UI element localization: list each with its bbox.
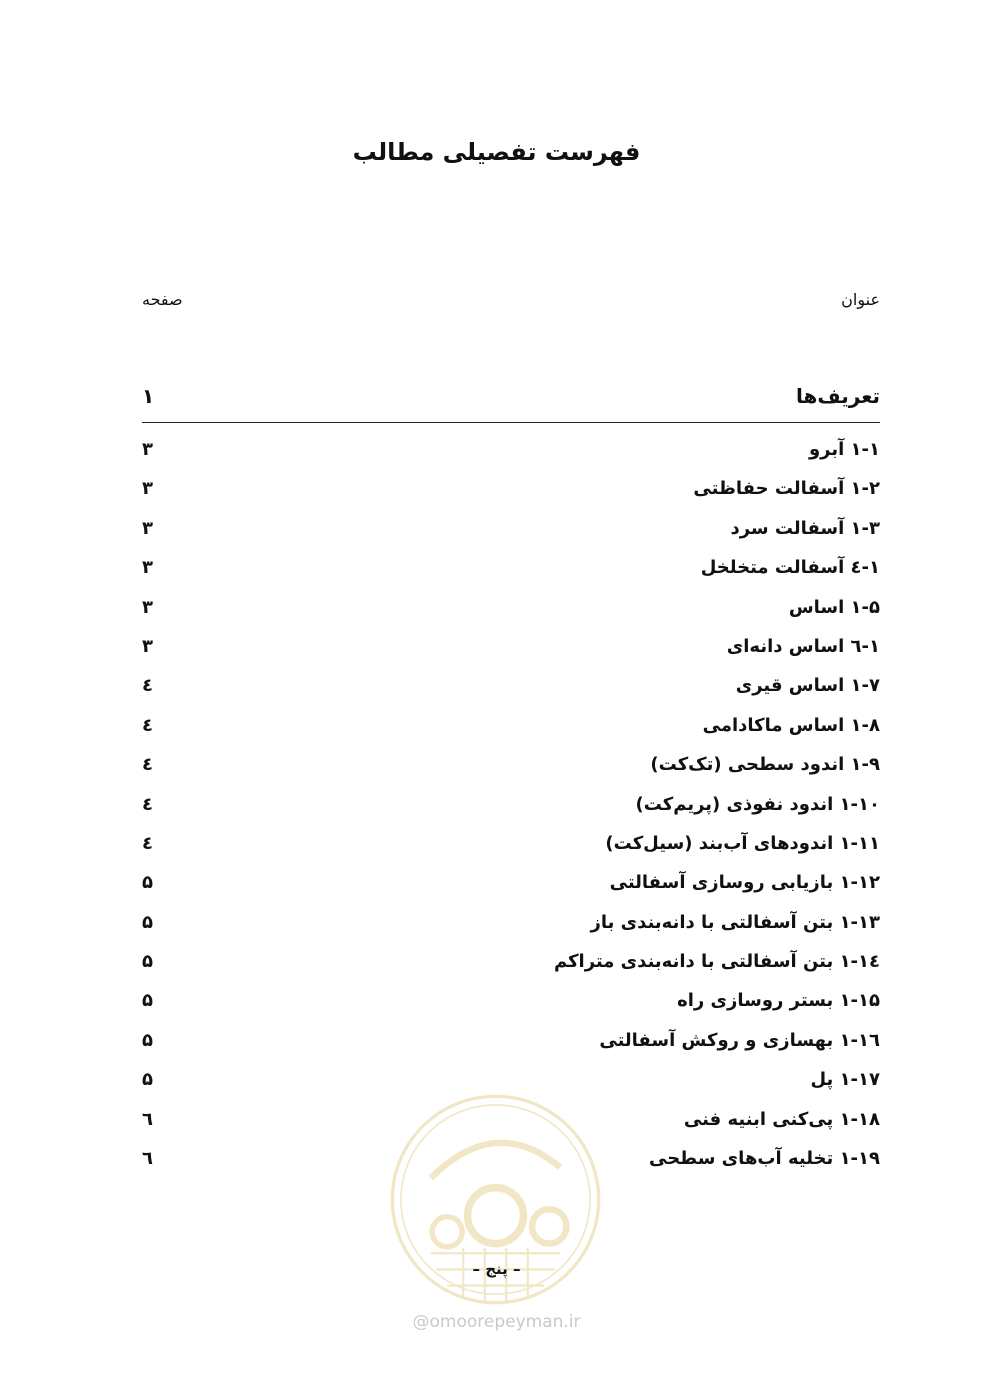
toc-entry-page: ۱ (142, 384, 155, 408)
toc-entry-page: ۵ (142, 872, 153, 894)
toc-entry-page: ٦ (142, 1108, 153, 1130)
toc-row (142, 943, 880, 982)
toc-entry-page: ۵ (142, 911, 153, 933)
page-title: فهرست تفصیلی مطالب (352, 138, 641, 166)
toc-entry-title: ۱-۱۷ پل (810, 1069, 880, 1091)
toc-entry-page: ۳ (142, 596, 153, 618)
toc-row (142, 589, 880, 628)
toc-entry-page: ٤ (142, 793, 153, 815)
toc-row (142, 786, 880, 825)
toc-entry-page: ۳ (142, 439, 153, 460)
toc-entry-page: ۳ (142, 557, 153, 579)
watermark-text: @omoorepeyman.ir (412, 1312, 581, 1332)
toc-row (142, 904, 880, 943)
toc-entry-title: ۱-۱٦ بهسازی و روکش آسفالتی (599, 1029, 880, 1051)
toc-entry-page: ٤ (142, 754, 153, 776)
toc-entry-title: ۱-٤ آسفالت متخلخل (700, 557, 880, 579)
toc-entry-title: ۱-۱۱ اندودهای آب‌بند (سیل‌کت) (605, 832, 880, 854)
toc-entry-page: ۵ (142, 1029, 153, 1051)
toc-entry-title: ۱-۱ آبرو (808, 439, 880, 460)
toc-entry-title: ۱-۸ اساس ماکادامی (702, 714, 880, 736)
toc-entry-title: ۱-۱۵ بستر روسازی راه (677, 990, 880, 1012)
toc-row (142, 982, 880, 1021)
toc-entry-title: ۱-۱۳ بتن آسفالتی با دانه‌بندی باز (590, 911, 880, 933)
toc-entry-title: ۱-۲ آسفالت حفاظتی (693, 478, 880, 500)
toc-entry-title: تعریف‌ها (796, 384, 880, 408)
toc-row (142, 628, 880, 667)
toc-entry-title: ۱-۱۰ اندود نفوذی (پریم‌کت) (635, 793, 880, 815)
toc-entry-page: ٤ (142, 714, 153, 736)
toc-entry-title: ۱-۱۲ بازیابی روسازی آسفالتی (609, 872, 880, 894)
toc-row (142, 707, 880, 746)
toc-chapter-row (142, 378, 880, 423)
toc-entry-page: ۵ (142, 1069, 153, 1091)
toc-row (142, 510, 880, 549)
toc-entry-title: ۱-۳ آسفالت سرد (730, 517, 880, 539)
toc-entry-title: ۱-۷ اساس قیری (735, 675, 880, 697)
toc-row (142, 746, 880, 785)
toc-entry-title: ۱-۱٤ بتن آسفالتی با دانه‌بندی متراکم (553, 951, 880, 973)
table-of-contents (142, 378, 880, 1179)
toc-entry-page: ۳ (142, 478, 153, 500)
toc-entry-page: ۵ (142, 990, 153, 1012)
toc-entry-page: ۳ (142, 517, 153, 539)
toc-row (142, 825, 880, 864)
toc-row (142, 470, 880, 509)
toc-entry-title: ۱-۱۸ پی‌کنی ابنیه فنی (683, 1108, 880, 1130)
toc-entry-page: ۳ (142, 635, 153, 657)
toc-entry-title: ۱-٦ اساس دانه‌ای (726, 635, 880, 657)
toc-entry-page: ٤ (142, 832, 153, 854)
page-column-header: صفحه (142, 290, 183, 309)
toc-row (142, 431, 880, 470)
toc-header (142, 290, 880, 316)
page-number-footer: – پنج – (472, 1260, 521, 1278)
toc-entry-title: ۱-۵ اساس (788, 596, 880, 618)
toc-row (142, 667, 880, 706)
toc-row (142, 864, 880, 903)
toc-row (142, 1022, 880, 1061)
toc-entry-page: ٦ (142, 1148, 153, 1170)
toc-entry-title: ۱-۹ اندود سطحی (تک‌کت) (650, 754, 880, 776)
toc-row (142, 549, 880, 588)
toc-entry-page: ٤ (142, 675, 153, 697)
title-column-header: عنوان (841, 290, 880, 309)
toc-entry-page: ۵ (142, 951, 153, 973)
toc-entry-title: ۱-۱۹ تخلیه آب‌های سطحی (649, 1148, 880, 1170)
